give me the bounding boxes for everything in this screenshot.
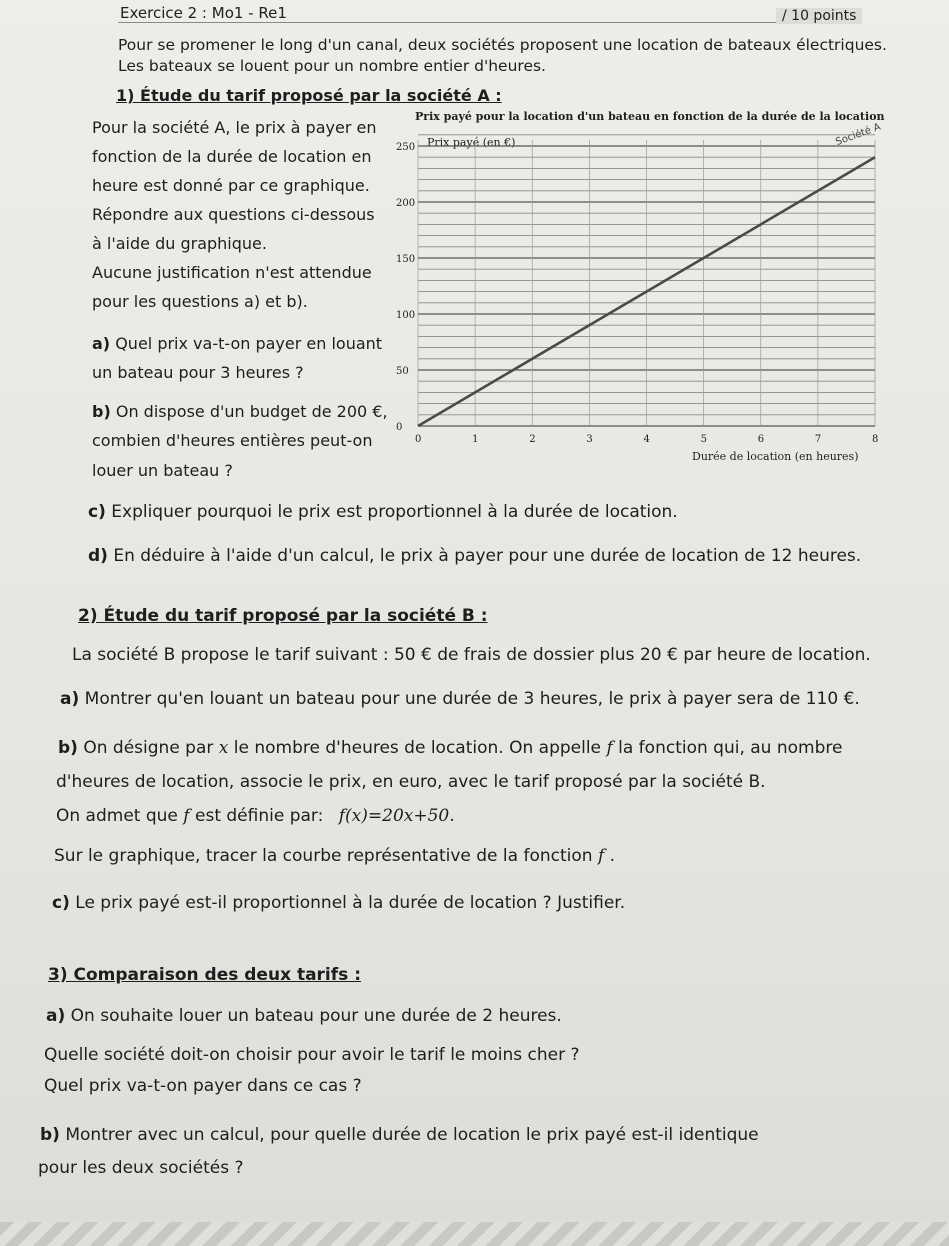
question-1b-line-3: louer un bateau ? <box>92 461 233 480</box>
question-1a-line-2: un bateau pour 3 heures ? <box>92 363 304 382</box>
y-tick-label: 100 <box>396 310 416 321</box>
x-tick-label: 3 <box>586 434 593 445</box>
x-tick-label: 1 <box>472 434 479 445</box>
function-formula: f(x)=20x+50. <box>338 806 455 826</box>
part1-text-line: Pour la société A, le prix à payer en <box>92 118 377 137</box>
page-edge-shadow <box>0 1222 949 1246</box>
question-1a <box>92 334 382 353</box>
y-tick-label: 150 <box>396 254 416 265</box>
question-label: b) <box>92 402 111 421</box>
y-tick-label: 0 <box>396 422 403 433</box>
price-chart <box>385 108 885 468</box>
intro-line-2: Les bateaux se louent pour un nombre entier d'heures. <box>118 57 546 75</box>
question-text: On désigne par <box>83 738 214 758</box>
question-text: est définie par: <box>195 806 324 826</box>
x-tick-label: 7 <box>814 434 822 445</box>
question-1b-line-2: combien d'heures entières peut-on <box>92 431 373 450</box>
y-tick-label: 200 <box>396 198 416 209</box>
series-label: Société A <box>834 121 883 149</box>
chart-title: Prix payé pour la location d'un bateau en fonction de la durée de la location <box>415 110 885 123</box>
question-2b <box>58 738 842 758</box>
question-2a <box>60 689 860 709</box>
question-text: On souhaite louer un bateau pour une durée de 2 heures. <box>70 1006 562 1026</box>
question-text: Le prix payé est-il proportionnel à la durée de location ? Justifier. <box>75 893 626 913</box>
question-text: la fonction qui, au nombre <box>618 738 843 758</box>
chart-x-axis-label: Durée de location (en heures) <box>692 450 859 463</box>
question-text: On admet que <box>56 806 178 826</box>
question-label: b) <box>58 738 78 758</box>
question-1c <box>88 502 678 522</box>
question-text: Expliquer pourquoi le prix est proportionnel à la durée de location. <box>111 502 678 522</box>
question-3a-line-3: Quel prix va-t-on payer dans ce cas ? <box>44 1076 362 1096</box>
variable-x: x <box>218 738 229 758</box>
question-label: c) <box>52 893 70 913</box>
question-1b <box>92 402 388 421</box>
function-f: f <box>183 806 190 826</box>
part1-text-line: Aucune justification n'est attendue <box>92 263 372 282</box>
part1-text-line: pour les questions a) et b). <box>92 292 308 311</box>
x-tick-label: 5 <box>700 434 707 445</box>
question-3b <box>40 1125 759 1145</box>
function-f: f . <box>597 846 616 866</box>
question-2b-line-2: d'heures de location, associe le prix, en euro, avec le tarif proposé par la société B. <box>56 772 766 792</box>
question-text: Quel prix va-t-on payer en louant <box>115 334 383 353</box>
part2-heading: 2) Étude du tarif proposé par la société B : <box>78 606 488 626</box>
question-2b-line-3 <box>56 806 455 826</box>
intro-line-1: Pour se promener le long d'un canal, deux sociétés proposent une location de bateaux électriques. <box>118 36 887 54</box>
question-label: b) <box>40 1125 60 1145</box>
x-tick-label: 4 <box>643 434 650 445</box>
part1-text-line: Répondre aux questions ci-dessous <box>92 205 375 224</box>
question-text: Montrer avec un calcul, pour quelle durée de location le prix payé est-il identique <box>65 1125 759 1145</box>
question-3b-line-2: pour les deux sociétés ? <box>38 1158 244 1178</box>
question-1d <box>88 546 861 566</box>
question-2b-line-4 <box>54 846 615 866</box>
part3-heading: 3) Comparaison des deux tarifs : <box>48 965 361 985</box>
x-tick-label: 0 <box>415 434 422 445</box>
question-text: On dispose d'un budget de 200 €, <box>115 402 388 421</box>
question-text: Sur le graphique, tracer la courbe représentative de la fonction <box>54 846 593 866</box>
question-text: le nombre d'heures de location. On appelle <box>233 738 602 758</box>
question-2c <box>52 893 625 913</box>
part1-heading: 1) Étude du tarif proposé par la société A : <box>116 86 502 105</box>
part1-text-line: à l'aide du graphique. <box>92 234 267 253</box>
question-3a <box>46 1006 562 1026</box>
question-label: a) <box>46 1006 66 1026</box>
x-tick-label: 6 <box>757 434 765 445</box>
chart-y-axis-label: Prix payé (en €) <box>427 136 516 149</box>
x-tick-label: 8 <box>872 434 879 445</box>
x-tick-label: 2 <box>529 434 536 445</box>
exercise-title: Exercice 2 : Mo1 - Re1 <box>120 4 287 22</box>
question-text: Montrer qu'en louant un bateau pour une durée de 3 heures, le prix à payer sera de 110 €. <box>84 689 860 709</box>
part1-text-line: fonction de la durée de location en <box>92 147 372 166</box>
chart-plot <box>385 108 885 453</box>
question-label: a) <box>60 689 80 709</box>
y-tick-label: 250 <box>396 142 416 153</box>
function-f: f <box>606 738 613 758</box>
question-label: d) <box>88 546 108 566</box>
question-3a-line-2: Quelle société doit-on choisir pour avoir le tarif le moins cher ? <box>44 1045 580 1065</box>
y-tick-label: 50 <box>396 366 409 377</box>
points-label: / 10 points <box>776 8 862 24</box>
question-label: a) <box>92 334 111 353</box>
question-label: c) <box>88 502 106 522</box>
part2-intro: La société B propose le tarif suivant : 50 € de frais de dossier plus 20 € par heure de location. <box>72 645 871 665</box>
part1-text-line: heure est donné par ce graphique. <box>92 176 370 195</box>
question-text: En déduire à l'aide d'un calcul, le prix à payer pour une durée de location de 12 heures. <box>113 546 862 566</box>
